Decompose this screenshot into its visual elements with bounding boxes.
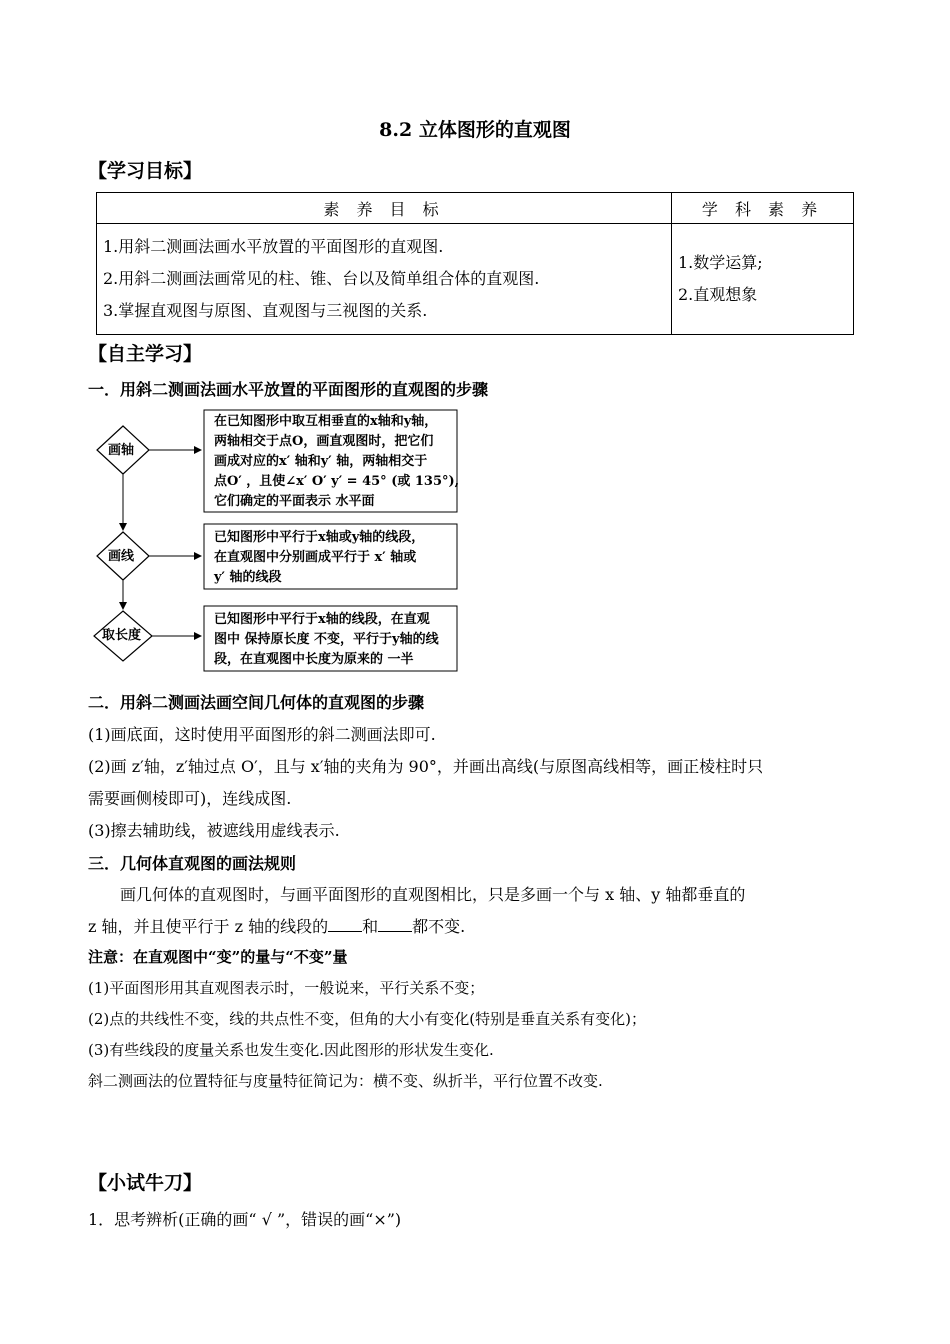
- literacy-item: 1.数学运算;: [678, 253, 763, 272]
- goals-heading: 【学习目标】: [88, 160, 203, 182]
- part2-line: (3)擦去辅助线，被遮线用虚线表示.: [88, 821, 340, 840]
- fill-blank[interactable]: [378, 917, 412, 932]
- step-text: [214, 412, 459, 512]
- goals-cell: [97, 224, 672, 335]
- step-line: 两轴相交于点O，画直观图时，把它们: [214, 434, 434, 449]
- part2-line: (1)画底面，这时使用平面图形的斜二测画法即可.: [88, 725, 436, 744]
- step-label: 取长度: [102, 628, 142, 643]
- step-line: 已知图形中平行于x轴的线段，在直观: [214, 612, 430, 627]
- note-line: (2)点的共线性不变，线的共点性不变，但角的大小有变化(特别是垂直关系有变化)；: [88, 1010, 646, 1028]
- literacy-col-header: 学 科 素 养: [672, 193, 854, 224]
- step-line: 它们确定的平面表示 水平面: [214, 494, 375, 509]
- goal-item: 3.掌握直观图与原图、直观图与三视图的关系.: [103, 301, 428, 320]
- literacy-cell: [672, 224, 854, 335]
- step-line: 段，在直观图中长度为原来的 一半: [214, 652, 414, 667]
- part2-heading: 二．用斜二测画法画空间几何体的直观图的步骤: [88, 693, 425, 712]
- note-title: 注意：在直观图中“变”的量与“不变”量: [88, 948, 348, 966]
- step-text: [214, 528, 424, 588]
- step-line: y′ 轴的线段: [214, 570, 282, 585]
- step-label: 画轴: [108, 443, 135, 458]
- part3-line: z 轴，并且使平行于 z 轴的线段的 和 都不变.: [88, 917, 466, 936]
- part3-heading: 三．几何体直观图的画法规则: [88, 854, 297, 873]
- self-study-heading: 【自主学习】: [88, 343, 203, 365]
- page-title: 8.2 立体图形的直观图: [379, 119, 571, 141]
- part3-line: 画几何体的直观图时，与画平面图形的直观图相比，只是多画一个与 x 轴、y 轴都垂直的: [120, 885, 746, 904]
- step-label: 画线: [108, 549, 135, 564]
- fill-blank[interactable]: [328, 917, 362, 932]
- part1-heading: 一．用斜二测画法画水平放置的平面图形的直观图的步骤: [88, 380, 489, 399]
- part2-line: (2)画 z′轴，z′轴过点 O′，且与 x′轴的夹角为 90°，并画出高线(与原图高线相等，画正棱柱时只: [88, 757, 764, 776]
- note-line: 斜二测画法的位置特征与度量特征简记为：横不变、纵折半，平行位置不改变.: [88, 1072, 603, 1090]
- try-heading: 【小试牛刀】: [88, 1172, 203, 1194]
- goals-table: [96, 192, 854, 335]
- step-line: 在已知图形中取互相垂直的x轴和y轴，: [214, 414, 438, 429]
- step-line: 图中 保持原长度 不变，平行于y轴的线: [214, 632, 439, 647]
- goals-col-header: 素 养 目 标: [97, 193, 672, 224]
- part2-line: 需要画侧棱即可)，连线成图.: [88, 789, 292, 808]
- step-text: [214, 610, 439, 670]
- goal-item: 1.用斜二测画法画水平放置的平面图形的直观图.: [103, 237, 444, 256]
- note-line: (1)平面图形用其直观图表示时，一般说来，平行关系不变；: [88, 979, 485, 997]
- literacy-item: 2.直观想象: [678, 285, 758, 304]
- step-line: 已知图形中平行于x轴或y轴的线段，: [214, 530, 425, 545]
- note-line: (3)有些线段的度量关系也发生变化.因此图形的形状发生变化.: [88, 1041, 494, 1059]
- goal-item: 2.用斜二测画法画常见的柱、锥、台以及简单组合体的直观图.: [103, 269, 540, 288]
- step-line: 点O′ ，且使∠x′ O′ y′ = 45° (或 135°),: [214, 474, 460, 489]
- step-line: 画成对应的x′ 轴和y′ 轴，两轴相交于: [214, 454, 428, 469]
- try-question: 1．思考辨析(正确的画“ √ ”，错误的画“×”): [88, 1210, 402, 1229]
- step-line: 在直观图中分别画成平行于 x′ 轴或: [214, 550, 417, 565]
